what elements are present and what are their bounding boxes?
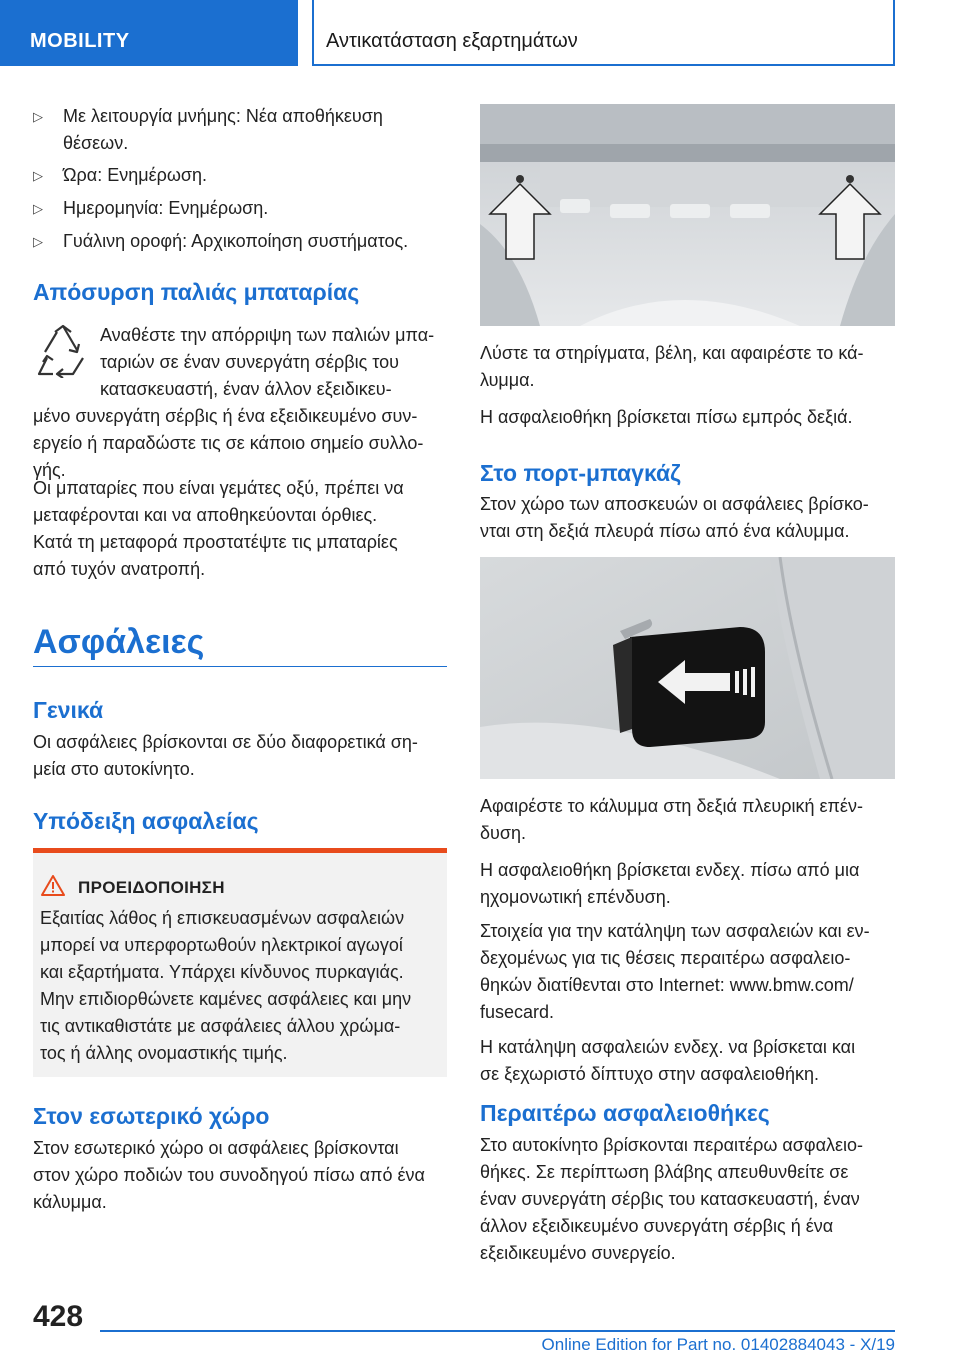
text-line: θήκες. Σε περίπτωση βλάβης απευθυνθείτε σε <box>480 1162 849 1182</box>
fusebox-location: Η ασφαλειοθήκη βρίσκεται πίσω εμπρός δεξιά. <box>480 407 853 427</box>
text-line: Στον χώρο των αποσκευών οι ασφάλειες βρίσκο- <box>480 494 869 514</box>
text-line: εργείο ή παραδώστε τις σε κάποιο σημείο συλλο- <box>33 433 424 453</box>
text-line: και εξαρτήματα. Υπάρχει κίνδυνος πυρκαγιάς. <box>40 962 404 982</box>
text-line: γής. <box>33 460 66 480</box>
section-tab[interactable]: MOBILITY <box>0 0 298 66</box>
header-divider <box>312 0 314 66</box>
footer-rule <box>100 1330 895 1332</box>
header-underline <box>312 64 895 66</box>
general-heading: Γενικά <box>33 697 104 723</box>
text-line: μπορεί να υπερφορτωθούν ηλεκτρικοί αγωγοί <box>40 935 403 955</box>
triangle-right-icon: ▷ <box>33 234 43 249</box>
fuses-heading: Ασφάλειες <box>33 623 205 661</box>
bullet-text: Ημερομηνία: Ενημέρωση. <box>63 198 269 218</box>
photo2-caption <box>480 793 895 847</box>
text-line: μεταφέρονται και να αποθηκεύονται όρθιες. <box>33 505 378 525</box>
triangle-right-icon: ▷ <box>33 168 43 183</box>
text-line: fusecard. <box>480 1002 555 1022</box>
text-line: τος ή άλλης ονομαστικής τιμής. <box>40 1043 288 1063</box>
text-line: Κατά τη μεταφορά προστατέψτε τις μπαταρίες <box>33 532 398 552</box>
text-line: εξειδικευμένο συνεργείο. <box>480 1243 676 1263</box>
text-line: άλλον εξειδικευμένο συνεργάτη σέρβις ή ένα <box>480 1216 834 1236</box>
trunk-cover-photo <box>480 557 895 779</box>
text-line: Οι μπαταρίες που είναι γεμάτες οξύ, πρέπει να <box>33 478 404 498</box>
text-line: Αναθέστε την απόρριψη των παλιών μπα- <box>100 325 435 345</box>
more-fuseboxes-heading: Περαιτέρω ασφαλειοθήκες <box>480 1100 770 1126</box>
text-line: στον χώρο ποδιών του συνοδηγού πίσω από ένα <box>33 1165 425 1185</box>
text-line: κάλυμμα. <box>33 1192 107 1212</box>
text-line: σε ξεχωριστό δίπτυχο στην ασφαλειοθήκη. <box>480 1064 819 1084</box>
text-line: Στοιχεία για την κατάληψη των ασφαλειών και εν- <box>480 921 870 941</box>
text-line: Η κατάληψη ασφαλειών ενδεχ. να βρίσκεται και <box>480 1037 856 1057</box>
page-header <box>0 0 960 66</box>
more-fuseboxes-text <box>480 1132 895 1267</box>
chapter-title: Αντικατάσταση εξαρτημάτων <box>326 30 578 52</box>
text-line: έναν συνεργάτη σέρβις του κατασκευαστή, έναν <box>480 1189 860 1209</box>
triangle-right-icon: ▷ <box>33 201 43 216</box>
battery-heading: Απόσυρση παλιάς μπαταρίας <box>33 279 360 305</box>
trunk-heading: Στο πορτ-μπαγκάζ <box>480 460 681 486</box>
page-number: 428 <box>33 1300 84 1333</box>
header-divider-right <box>893 0 895 66</box>
general-text <box>33 729 447 783</box>
fusecard-info <box>480 918 895 1026</box>
occupancy-text <box>480 1034 895 1088</box>
footwell-photo-illustration <box>480 104 895 326</box>
trunk-photo-illustration <box>480 557 895 779</box>
text-line: Στο αυτοκίνητο βρίσκονται περαιτέρω ασφαλειο- <box>480 1135 864 1155</box>
text-line: ηχομονωτική επένδυση. <box>480 887 671 907</box>
warning-text <box>40 905 440 1067</box>
footwell-cover-photo <box>480 104 895 326</box>
interior-heading: Στον εσωτερικό χώρο <box>33 1103 270 1129</box>
bullet-text: Με λειτουργία μνήμης: Νέα αποθήκευση θέσεων. <box>63 106 383 153</box>
text-line: Αφαιρέστε το κάλυμμα στη δεξιά πλευρική επέν- <box>480 796 863 816</box>
text-line: μένο συνεργάτη σέρβις ή ένα εξειδικευμένο συν- <box>33 406 418 426</box>
battery-paragraph-2 <box>33 475 447 583</box>
warning-title: ΠΡΟΕΙΔΟΠΟΙΗΣΗ <box>78 878 225 897</box>
recycle-icon <box>33 322 91 378</box>
text-line: Στον εσωτερικό χώρο οι ασφάλειες βρίσκονται <box>33 1138 399 1158</box>
text-line: Λύστε τα στηρίγματα, βέλη, και αφαιρέστε το κά- <box>480 343 864 363</box>
bullet-text: Γυάλινη οροφή: Αρχικοποίηση συστήματος. <box>63 231 409 251</box>
text-line: θηκών διατίθενται στο Internet: www.bmw.com/ <box>480 975 854 995</box>
bullet-text: Ώρα: Ενημέρωση. <box>63 165 208 185</box>
edition-info: Online Edition for Part no. 01402884043 - X/19 <box>541 1335 895 1354</box>
trunk-text <box>480 491 895 545</box>
photo1-caption <box>480 340 895 394</box>
battery-text-full <box>33 403 447 484</box>
text-line: τις αντικαθιστάτε με ασφάλειες άλλου χρώμα- <box>40 1016 401 1036</box>
text-line: λυμμα. <box>480 370 535 390</box>
text-line: Μην επιδιορθώνετε καμένες ασφάλειες και μην <box>40 989 412 1009</box>
interior-text <box>33 1135 447 1216</box>
text-line: Οι ασφάλειες βρίσκονται σε δύο διαφορετικά ση- <box>33 732 418 752</box>
text-line: κατασκευαστή, έναν άλλον εξειδικευ- <box>100 379 392 399</box>
text-line: Η ασφαλειοθήκη βρίσκεται ενδεχ. πίσω από μια <box>480 860 860 880</box>
triangle-right-icon: ▷ <box>33 109 43 124</box>
text-line: Εξαιτίας λάθος ή επισκευασμένων ασφαλειών <box>40 908 405 928</box>
fusebox-trunk-text <box>480 857 895 911</box>
text-line: νται στη δεξιά πλευρά πίσω από ένα κάλυμμα. <box>480 521 850 541</box>
battery-text-wrap <box>100 322 447 403</box>
text-line: δεχομένως για τις θέσεις περαιτέρω ασφαλειο- <box>480 948 851 968</box>
text-line: από τυχόν ανατροπή. <box>33 559 206 579</box>
text-line: δυση. <box>480 823 526 843</box>
heading-rule <box>33 666 447 667</box>
text-line: ταριών σε έναν συνεργάτη σέρβις του <box>100 352 399 372</box>
text-line: μεία στο αυτοκίνητο. <box>33 759 195 779</box>
safety-heading: Υπόδειξη ασφαλείας <box>33 808 259 834</box>
warning-triangle-icon <box>40 874 66 897</box>
